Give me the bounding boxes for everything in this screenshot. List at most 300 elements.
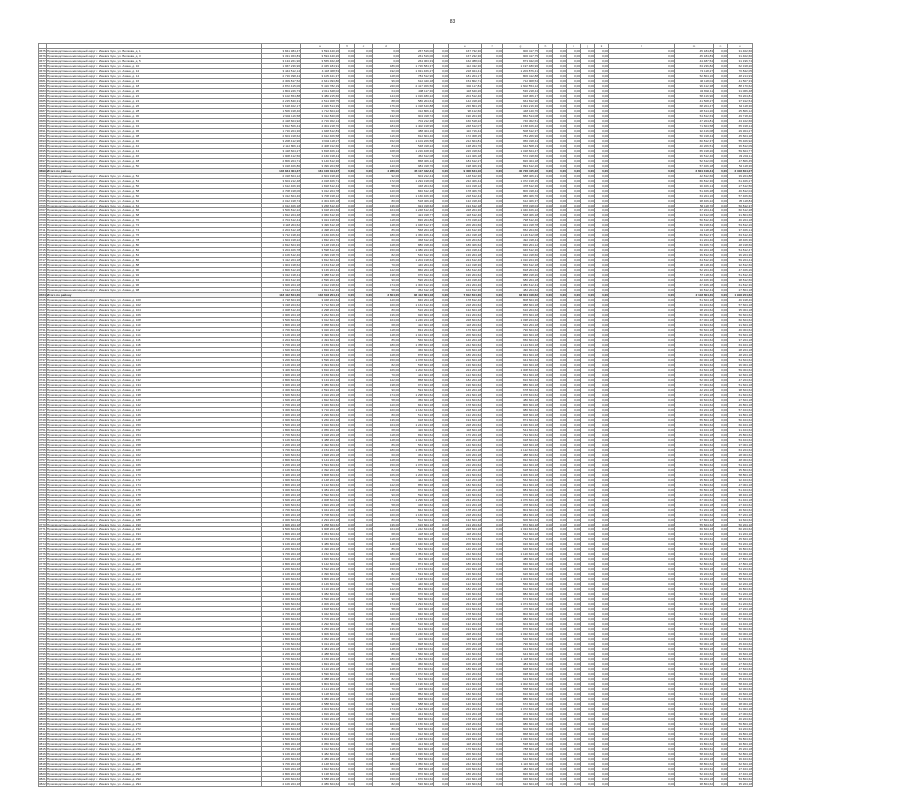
value-cell-r: 0,00 (714, 457, 728, 462)
value-cell-f: 1 358 604,18 (400, 343, 434, 348)
value-cell-h: 136 604,62 (449, 363, 482, 368)
value-cell-s: 48 214,93 (728, 73, 753, 78)
value-cell-c: 0,00 (340, 298, 355, 303)
value-cell-m: 0,00 (567, 652, 581, 657)
value-cell-c: 0,00 (340, 477, 355, 482)
value-cell-f: 514 604,18 (400, 412, 434, 417)
row-number-cell: 3713 (39, 238, 46, 243)
value-cell-i: 0,00 (482, 78, 503, 83)
value-cell-a: 2 806 612,20 (262, 268, 301, 273)
value-cell-r: 0,00 (714, 343, 728, 348)
value-cell-g: 0,00 (434, 467, 449, 472)
value-cell-d: 0,00 (355, 532, 373, 537)
value-cell-q: 51 404,62 (675, 402, 714, 407)
value-cell-e: 58,00 (373, 288, 400, 293)
value-cell-r: 0,00 (714, 417, 728, 422)
value-cell-g: 0,00 (434, 308, 449, 313)
value-cell-l: 0,00 (553, 248, 567, 253)
value-cell-l: 0,00 (553, 123, 567, 128)
value-cell-d: 0,00 (355, 412, 373, 417)
value-cell-g: 0,00 (434, 298, 449, 303)
value-cell-l: 0,00 (553, 512, 567, 517)
value-cell-o: 0,00 (595, 482, 609, 487)
value-cell-j: 1 124 604,18 (503, 343, 539, 348)
value-cell-g: 0,00 (434, 761, 449, 766)
value-cell-s: 38 604,62 (728, 387, 753, 392)
value-cell-d: 0,00 (355, 696, 373, 701)
value-cell-m: 0,00 (567, 467, 581, 472)
value-cell-m: 0,00 (567, 442, 581, 447)
value-cell-b: 3 710 204,18 (301, 407, 340, 412)
value-cell-o: 0,00 (595, 462, 609, 467)
value-cell-c: 0,00 (340, 158, 355, 163)
value-cell-d: 0,00 (355, 133, 373, 138)
value-cell-k: 0,00 (539, 263, 553, 268)
value-cell-p: 0,00 (609, 716, 675, 721)
value-cell-f: 452 612,08 (400, 153, 434, 158)
value-cell-j: 672 604,18 (503, 701, 539, 706)
value-cell-i: 0,00 (482, 696, 503, 701)
address-cell: Производственно-жилищный округ г. Ижевск Чуш, ул. Азина, д. 202 (47, 552, 262, 557)
value-cell-f: 267 516,00 (400, 48, 434, 53)
column-header: б (340, 44, 355, 49)
value-cell-i: 0,00 (482, 298, 503, 303)
value-cell-q: 51 604,18 (675, 298, 714, 303)
value-cell-p: 0,00 (609, 627, 675, 632)
value-cell-m: 0,00 (567, 88, 581, 93)
value-cell-q: 64 604,18 (675, 367, 714, 372)
value-cell-g: 0,00 (434, 607, 449, 612)
value-cell-k: 0,00 (539, 78, 553, 83)
value-cell-b: 3 144 204,18 (301, 457, 340, 462)
value-cell-b: 2 641 093,80 (301, 78, 340, 83)
row-number-cell: 3738 (39, 363, 46, 367)
value-cell-n: 0,00 (581, 542, 595, 547)
row-number-cell: 3703 (39, 188, 46, 193)
value-cell-p: 0,00 (609, 547, 675, 552)
value-cell-e: 4 286,00 (373, 168, 400, 173)
value-cell-n: 0,00 (581, 637, 595, 642)
address-cell: Производственно-жилищный округ г. Ижевск Чуш, ул. Азина, д. 236 (47, 637, 262, 642)
value-cell-l: 0,00 (553, 263, 567, 268)
row-number-cell: 3797 (39, 657, 46, 662)
value-cell-i: 0,00 (482, 457, 503, 462)
value-cell-o: 0,00 (595, 387, 609, 392)
address-cell: Производственно-жилищный округ г. Ижевск Чуш, ул. Азина, д. 252 (47, 677, 262, 682)
value-cell-a: 3 606 204,18 (262, 497, 301, 502)
value-cell-e: 124,00 (373, 158, 400, 163)
value-cell-l: 0,00 (553, 632, 567, 637)
row-number-cell: 3737 (39, 358, 46, 363)
value-cell-q: 59 318,64 (675, 223, 714, 228)
value-cell-b: 4 018 406,71 (301, 178, 340, 183)
value-cell-i: 0,00 (482, 736, 503, 741)
value-cell-o: 0,00 (595, 756, 609, 761)
value-cell-i: 0,00 (482, 73, 503, 78)
value-cell-e: 164,00 (373, 318, 400, 323)
value-cell-r: 0,00 (714, 537, 728, 542)
value-cell-h: 242 604,62 (449, 343, 482, 348)
value-cell-c: 0,00 (340, 353, 355, 358)
value-cell-r: 0,00 (714, 502, 728, 507)
value-cell-c: 0,00 (340, 198, 355, 203)
value-cell-f: 562 604,62 (400, 547, 434, 552)
value-cell-c: 0,00 (340, 677, 355, 682)
value-cell-q: 40 604,18 (675, 547, 714, 552)
value-cell-d: 0,00 (355, 233, 373, 238)
value-cell-c: 0,00 (340, 228, 355, 233)
value-cell-h: 206 604,62 (449, 542, 482, 547)
value-cell-j: 626 604,18 (503, 572, 539, 577)
value-cell-f: 1 038 604,62 (400, 647, 434, 652)
value-cell-m: 0,00 (567, 392, 581, 397)
value-cell-d: 0,00 (355, 457, 373, 462)
row-number-cell: 3711 (39, 228, 46, 233)
value-cell-c: 0,00 (340, 93, 355, 98)
value-cell-s: 60 404,18 (728, 422, 753, 427)
value-cell-g: 0,00 (434, 647, 449, 652)
value-cell-h: 218 204,62 (449, 303, 482, 308)
value-cell-j: 562 604,62 (503, 477, 539, 482)
value-cell-j: 938 604,18 (503, 672, 539, 677)
value-cell-e: 90,00 (373, 278, 400, 283)
value-cell-c: 0,00 (340, 108, 355, 113)
value-cell-p: 0,00 (609, 397, 675, 402)
value-cell-m: 0,00 (567, 402, 581, 407)
value-cell-i: 0,00 (482, 248, 503, 253)
row-number-cell: 3818 (39, 761, 46, 766)
value-cell-a: 3 106 604,62 (262, 437, 301, 442)
value-cell-b: 3 148 318,44 (301, 243, 340, 248)
value-cell-b: 2 304 406,18 (301, 198, 340, 203)
value-cell-c: 0,00 (340, 63, 355, 68)
value-cell-f: 1 080 204,30 (400, 248, 434, 253)
value-cell-k: 0,00 (539, 417, 553, 422)
value-cell-l: 0,00 (553, 652, 567, 657)
row-number-cell: 3724 (39, 293, 46, 298)
value-cell-i: 0,00 (482, 103, 503, 108)
value-cell-h: 204 512,40 (449, 93, 482, 98)
value-cell-o: 0,00 (595, 363, 609, 368)
value-cell-i: 0,00 (482, 776, 503, 781)
value-cell-e: 180,00 (373, 447, 400, 452)
value-cell-i: 0,00 (482, 367, 503, 372)
value-cell-b: 3 808 604,62 (301, 472, 340, 477)
value-cell-m: 0,00 (567, 532, 581, 537)
value-cell-a: 2 706 604,62 (262, 716, 301, 721)
value-cell-j: 688 406,21 (503, 173, 539, 178)
value-cell-j: 546 204,18 (503, 323, 539, 328)
value-cell-n: 0,00 (581, 482, 595, 487)
value-cell-l: 0,00 (553, 427, 567, 432)
value-cell-i: 0,00 (482, 218, 503, 223)
value-cell-c: 0,00 (340, 731, 355, 736)
value-cell-q: 30 204,62 (675, 607, 714, 612)
value-cell-d: 0,00 (355, 108, 373, 113)
value-cell-s: 27 804,18 (728, 557, 753, 562)
value-cell-l: 0,00 (553, 392, 567, 397)
value-cell-m: 0,00 (567, 592, 581, 597)
value-cell-h: 178 204,18 (449, 507, 482, 512)
address-cell: Производственно-жилищный округ г. Ижевск Чуш, ул. Азина, д. 196 (47, 537, 262, 542)
value-cell-p: 0,00 (609, 527, 675, 532)
value-cell-b: 2 588 604,62 (301, 701, 340, 706)
address-cell: Производственно-жилищный округ г. Ижевск Чуш, ул. Азина, д. 28 (47, 108, 262, 113)
value-cell-m: 0,00 (567, 587, 581, 592)
value-cell-p: 0,00 (609, 278, 675, 283)
value-cell-l: 0,00 (553, 53, 567, 58)
value-cell-k: 0,00 (539, 333, 553, 338)
value-cell-e: 80,00 (373, 308, 400, 313)
value-cell-a: 3 706 604,62 (262, 447, 301, 452)
value-cell-c: 0,00 (340, 751, 355, 756)
value-cell-r: 0,00 (714, 178, 728, 183)
value-cell-q: 66 204,18 (675, 736, 714, 741)
value-cell-o: 0,00 (595, 562, 609, 567)
value-cell-k: 0,00 (539, 527, 553, 532)
value-cell-m: 0,00 (567, 213, 581, 218)
value-cell-d: 0,00 (355, 258, 373, 263)
value-cell-f: 1 074 604,62 (400, 567, 434, 572)
value-cell-m: 0,00 (567, 108, 581, 113)
value-cell-d: 0,00 (355, 711, 373, 716)
value-cell-h: 242 318,18 (449, 233, 482, 238)
value-cell-s: 37 204,18 (728, 338, 753, 343)
value-cell-p: 0,00 (609, 382, 675, 387)
value-cell-s: 29 304,27 (728, 128, 753, 133)
address-cell: Производственно-жилищный округ г. Ижевск Чуш, ул. Азина, д. 226 (47, 612, 262, 617)
value-cell-h: 176 604,62 (449, 746, 482, 751)
value-cell-g: 0,00 (434, 552, 449, 557)
value-cell-a: 1 606 604,62 (262, 348, 301, 353)
value-cell-q: 41 508,27 (675, 98, 714, 103)
value-cell-d: 0,00 (355, 427, 373, 432)
value-cell-q: 38 204,62 (675, 308, 714, 313)
address-cell: Итого по району (47, 168, 262, 173)
value-cell-s: 49 718,40 (728, 113, 753, 118)
value-cell-d: 0,00 (355, 467, 373, 472)
row-number-cell: 3710 (39, 223, 46, 228)
value-cell-j: 873 942,06 (503, 58, 539, 63)
value-cell-d: 0,00 (355, 88, 373, 93)
value-cell-h: 140 204,18 (449, 547, 482, 552)
address-cell: Производственно-жилищный округ г. Ижевск Чуш, ул. Азина, д. 66 (47, 208, 262, 213)
value-cell-r: 0,00 (714, 632, 728, 637)
value-cell-l: 0,00 (553, 288, 567, 293)
value-cell-n: 0,00 (581, 353, 595, 358)
value-cell-i: 0,00 (482, 88, 503, 93)
value-cell-o: 0,00 (595, 263, 609, 268)
value-cell-s: 48 004,62 (728, 457, 753, 462)
value-cell-a: 3 706 204,18 (262, 552, 301, 557)
value-cell-r: 0,00 (714, 597, 728, 602)
value-cell-q: 64 004,62 (675, 682, 714, 687)
value-cell-i: 0,00 (482, 148, 503, 153)
value-cell-o: 0,00 (595, 93, 609, 98)
value-cell-i: 0,00 (482, 58, 503, 63)
value-cell-j: 676 604,18 (503, 492, 539, 497)
value-cell-f: 976 612,40 (400, 273, 434, 278)
value-cell-o: 0,00 (595, 751, 609, 756)
value-cell-k: 0,00 (539, 662, 553, 667)
value-cell-d: 0,00 (355, 422, 373, 427)
value-cell-a: 2 706 204,18 (262, 402, 301, 407)
value-cell-e: 90,00 (373, 701, 400, 706)
value-cell-l: 0,00 (553, 572, 567, 577)
value-cell-g: 0,00 (434, 313, 449, 318)
value-cell-e: 60,00 (373, 128, 400, 133)
value-cell-p: 0,00 (609, 143, 675, 148)
value-cell-n: 0,00 (581, 691, 595, 696)
value-cell-o: 0,00 (595, 577, 609, 582)
value-cell-d: 0,00 (355, 482, 373, 487)
value-cell-d: 0,00 (355, 781, 373, 786)
value-cell-q: 57 118,62 (675, 273, 714, 278)
value-cell-k: 0,00 (539, 253, 553, 258)
value-cell-k: 0,00 (539, 168, 553, 173)
column-header: o (728, 44, 753, 49)
value-cell-l: 0,00 (553, 103, 567, 108)
value-cell-l: 0,00 (553, 547, 567, 552)
value-cell-k: 0,00 (539, 293, 553, 298)
value-cell-b: 2 590 204,18 (301, 597, 340, 602)
value-cell-i: 0,00 (482, 258, 503, 263)
value-cell-c: 0,00 (340, 437, 355, 442)
value-cell-l: 0,00 (553, 397, 567, 402)
value-cell-b: 4 012 318,62 (301, 283, 340, 288)
value-cell-p: 0,00 (609, 412, 675, 417)
value-cell-f: 968 604,62 (400, 696, 434, 701)
value-cell-g: 0,00 (434, 602, 449, 607)
value-cell-i: 0,00 (482, 203, 503, 208)
value-cell-d: 0,00 (355, 741, 373, 746)
value-cell-o: 0,00 (595, 572, 609, 577)
value-cell-r: 0,00 (714, 637, 728, 642)
value-cell-n: 0,00 (581, 487, 595, 492)
value-cell-r: 0,00 (714, 313, 728, 318)
value-cell-e: 184,00 (373, 123, 400, 128)
value-cell-b: 3 138 604,62 (301, 771, 340, 776)
value-cell-i: 0,00 (482, 338, 503, 343)
value-cell-n: 0,00 (581, 273, 595, 278)
row-number-cell: 3740 (39, 372, 46, 377)
value-cell-n: 0,00 (581, 113, 595, 118)
value-cell-l: 0,00 (553, 602, 567, 607)
value-cell-c: 0,00 (340, 372, 355, 377)
value-cell-q: 42 004,62 (675, 492, 714, 497)
value-cell-n: 0,00 (581, 532, 595, 537)
row-number-cell: 3790 (39, 622, 46, 627)
value-cell-e: 122,00 (373, 377, 400, 382)
value-cell-c: 0,00 (340, 472, 355, 477)
value-cell-m: 0,00 (567, 63, 581, 68)
value-cell-g: 0,00 (434, 203, 449, 208)
value-cell-d: 0,00 (355, 447, 373, 452)
value-cell-p: 0,00 (609, 303, 675, 308)
value-cell-d: 0,00 (355, 477, 373, 482)
value-cell-r: 0,00 (714, 761, 728, 766)
value-cell-b: 3 818 406,14 (301, 148, 340, 153)
value-cell-q: 59 004,18 (675, 437, 714, 442)
value-cell-g: 0,00 (434, 402, 449, 407)
value-cell-s: 36 604,18 (728, 652, 753, 657)
value-cell-p: 0,00 (609, 83, 675, 88)
value-cell-n: 0,00 (581, 677, 595, 682)
row-number-cell: 3741 (39, 377, 46, 382)
value-cell-p: 0,00 (609, 253, 675, 258)
value-cell-b: 3 496 612,18 (301, 223, 340, 228)
value-cell-h: 182 604,62 (449, 482, 482, 487)
address-cell: Производственно-жилищный округ г. Ижевск Чуш, ул. Азина, д. 30 (47, 113, 262, 118)
row-number-cell: 3684 (39, 93, 46, 98)
value-cell-o: 0,00 (595, 527, 609, 532)
value-cell-j: 622 604,18 (503, 781, 539, 786)
value-cell-j: 886 604,18 (503, 382, 539, 387)
value-cell-g: 0,00 (434, 512, 449, 517)
value-cell-g: 0,00 (434, 766, 449, 771)
value-cell-r: 0,00 (714, 123, 728, 128)
value-cell-m: 0,00 (567, 158, 581, 163)
row-number-cell: 3770 (39, 522, 46, 527)
value-cell-f: 596 204,62 (400, 278, 434, 283)
value-cell-d: 0,00 (355, 682, 373, 687)
value-cell-r: 0,00 (714, 407, 728, 412)
value-cell-f: 1 216 408,30 (400, 148, 434, 153)
value-cell-c: 0,00 (340, 363, 355, 368)
row-number-cell: 3726 (39, 303, 46, 308)
value-cell-k: 0,00 (539, 632, 553, 637)
value-cell-r: 0,00 (714, 746, 728, 751)
value-cell-j: 924 318,78 (503, 223, 539, 228)
value-cell-d: 0,00 (355, 607, 373, 612)
value-cell-a: 2 706 204,18 (262, 612, 301, 617)
value-cell-g: 0,00 (434, 637, 449, 642)
value-cell-o: 0,00 (595, 258, 609, 263)
value-cell-s: 35 004,18 (728, 308, 753, 313)
value-cell-p: 0,00 (609, 168, 675, 173)
value-cell-q: 46 118,04 (675, 78, 714, 83)
row-number-cell: 3736 (39, 353, 46, 358)
value-cell-i: 0,00 (482, 263, 503, 268)
value-cell-l: 0,00 (553, 627, 567, 632)
value-cell-n: 0,00 (581, 776, 595, 781)
value-cell-i: 0,00 (482, 318, 503, 323)
value-cell-l: 0,00 (553, 562, 567, 567)
address-cell: Производственно-жилищный округ г. Ижевск Чуш, ул. Азина, д. 24 (47, 98, 262, 103)
row-number-cell: 3812 (39, 731, 46, 736)
value-cell-q: 59 204,18 (675, 776, 714, 781)
value-cell-p: 0,00 (609, 662, 675, 667)
value-cell-b: 4 010 204,18 (301, 392, 340, 397)
value-cell-c: 0,00 (340, 218, 355, 223)
value-cell-f: 1 244 604,18 (400, 422, 434, 427)
row-number-cell: 3771 (39, 527, 46, 532)
value-cell-l: 0,00 (553, 731, 567, 736)
value-cell-a: 1 908 412,50 (262, 153, 301, 158)
value-cell-j: 478 612,30 (503, 183, 539, 188)
value-cell-e: 58,00 (373, 607, 400, 612)
value-cell-j: 40 726 415,22 (503, 168, 539, 173)
value-cell-b: 132 618 204,44 (301, 293, 340, 298)
value-cell-n: 0,00 (581, 218, 595, 223)
value-cell-l: 0,00 (553, 73, 567, 78)
value-cell-o: 0,00 (595, 781, 609, 786)
row-number-cell: 3778 (39, 562, 46, 567)
value-cell-h: 104 318,12 (449, 183, 482, 188)
value-cell-d: 0,00 (355, 597, 373, 602)
value-cell-h: 224 204,18 (449, 367, 482, 372)
value-cell-n: 0,00 (581, 93, 595, 98)
